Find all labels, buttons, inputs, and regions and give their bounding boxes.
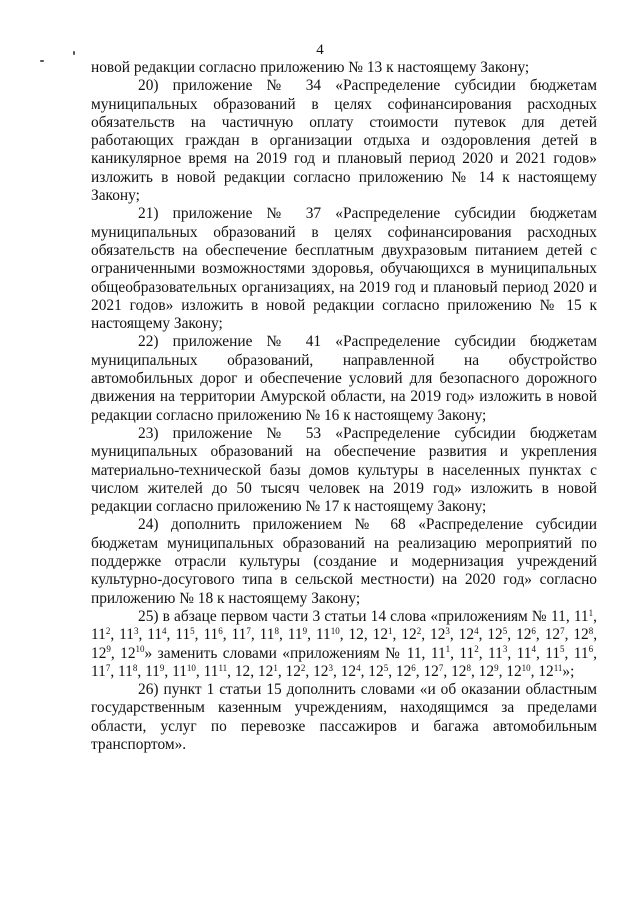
appendix-number: $12^2$ [285, 662, 306, 680]
appendix-number: $12^7$ [423, 662, 444, 680]
appendix-number: $12^1$ [257, 662, 278, 680]
appendix-number: $12^9$ [478, 662, 499, 680]
appendix-number: $11^8$ [118, 662, 138, 680]
appendix-number: $11^{10}$ [315, 626, 340, 644]
paragraph-26: 26) пункт 1 статьи 15 дополнить словами «и об оказании областным государственным казенным учреждениям, находящимся за пределами области, услуг по перевозке пассажиров и багажа автомобильным транспортом». [91, 681, 597, 753]
paragraph-25: 25) в абзаце первом части 3 статьи 14 слова «приложениям № 11, $11^1$, $11^2$, $11^3$, $11^4$, $11^5$, $11^6$, $11^7$, $11^8$, $11^9$, $11^{10}$, 12, $12^1$, $12^2$, $12^3$, $12^4$, $12^5$, $12^6$, $12^7$, $12^8$, $12^9$, $12^{10}$» заменить словами «приложениям № 11, $11^1$, $11^2$, $11^3$, $11^4$, $11^5$, $11^6$, $11^7$, $11^8$, $11^9$, $11^{10}$, $11^{11}$, 12, $12^1$, $12^2$, $12^3$, $12^4$, $12^5$, $12^6$, $12^7$, $12^8$, $12^9$, $12^{10}$, $12^{11}$»; [91, 607, 598, 680]
appendix-number: $12^3$ [313, 662, 333, 680]
appendix-number: $11^2$ [459, 644, 479, 662]
paragraph-19-continuation: новой редакции согласно приложению № 13 к настоящему Закону; [91, 59, 530, 76]
document-body [91, 59, 597, 754]
appendix-number: $11^3$ [488, 644, 508, 662]
appendix-number: $11^{10}$ [172, 662, 196, 680]
appendix-number: $12^8$ [573, 626, 594, 644]
scan-speck [40, 60, 44, 62]
appendix-number: $11^1$ [573, 607, 594, 625]
appendix-number: $11^{11}$ [203, 662, 228, 680]
appendix-number: $11^2$ [91, 626, 111, 644]
paragraph-23: 23) приложение № 53 «Распределение субсидии бюджетам муниципальных образований на обеспечение развития и укрепления материально-технической базы домов культуры в населенных пунктах с числом жителей до 50 тысяч человек на 2019 год» изложить в новой редакции согласно приложению № 17 к настоящему Закону; [91, 424, 597, 516]
paragraph-20: 20) приложение № 34 «Распределение субсидии бюджетам муниципальных образований в целях софинансирования расходных обязательств на частичную оплату стоимости путевок для детей работающих граждан в организации отдыха и оздоровления детей в каникулярное время на 2019 год и плановый период 2020 и 2021 годов» изложить в новой редакции согласно приложению № 14 к настоящему Закону; [91, 77, 597, 205]
appendix-number: 12 [348, 626, 364, 644]
appendix-number: $12^3$ [430, 626, 450, 644]
appendix-number: $11^7$ [231, 626, 251, 644]
appendix-number: $11^8$ [259, 626, 279, 644]
appendix-number: $11^5$ [175, 626, 195, 644]
appendix-number: $11^6$ [203, 626, 223, 644]
appendix-number: $12^{10}$ [120, 644, 145, 662]
appendix-number: $12^7$ [544, 626, 565, 644]
appendix-number: $11^1$ [430, 644, 451, 662]
appendix-number: $12^9$ [91, 644, 111, 662]
appendix-number: $11^7$ [91, 662, 111, 680]
appendix-number: $12^5$ [368, 662, 389, 680]
appendix-number: $11^5$ [545, 644, 565, 662]
appendix-number: $11^9$ [287, 626, 308, 644]
appendix-number: $12^1$ [372, 626, 393, 644]
appendix-number: $12^5$ [487, 626, 508, 644]
appendix-number: $12^2$ [401, 626, 422, 644]
appendix-number: $11^4$ [147, 626, 167, 644]
paragraph-22: 22) приложение № 41 «Распределение субсидии бюджетам муниципальных образований, направленной на обустройство автомобильных дорог и обеспечение условий для безопасного дорожного движения на территории Амурской области, на 2019 год» изложить в новой редакции согласно приложению № 16 к настоящему Закону; [91, 333, 597, 424]
appendix-number: $11^4$ [516, 644, 536, 662]
appendix-number: $12^4$ [340, 662, 361, 680]
paragraph-24: 24) дополнить приложением № 68 «Распределение субсидии бюджетам муниципальных образований на реализацию мероприятий по поддержке отрасли культуры (создание и модернизация учреждений культурно-досугового типа в сельской местности) на 2020 год» согласно приложению № 18 к настоящему Закону; [91, 516, 597, 607]
appendix-number: $12^8$ [451, 662, 471, 680]
appendix-number: $12^6$ [516, 626, 536, 644]
appendix-number: $12^{10}$ [506, 662, 531, 680]
appendix-number: 12 [234, 662, 251, 680]
page-number: 4 [316, 42, 324, 58]
paragraph-21: 21) приложение № 37 «Распределение субсидии бюджетам муниципальных образований в целях софинансирования расходных обязательств на обеспечение бесплатным двухразовым питанием детей с ограниченными возможностями здоровья, обучающихся в муниципальных общеобразовательных организациях, на 2019 год и плановый период 2020 и 2021 годов» изложить в новой редакции согласно приложению № 15 к настоящему Закону; [91, 205, 597, 333]
appendix-number: $12^{11}$ [538, 662, 563, 680]
appendix-number: $12^4$ [458, 626, 479, 644]
appendix-number: $11^3$ [119, 626, 139, 644]
appendix-number: $11^9$ [145, 662, 165, 680]
appendix-number: $12^6$ [395, 662, 416, 680]
appendix-number: $11^6$ [573, 644, 594, 662]
